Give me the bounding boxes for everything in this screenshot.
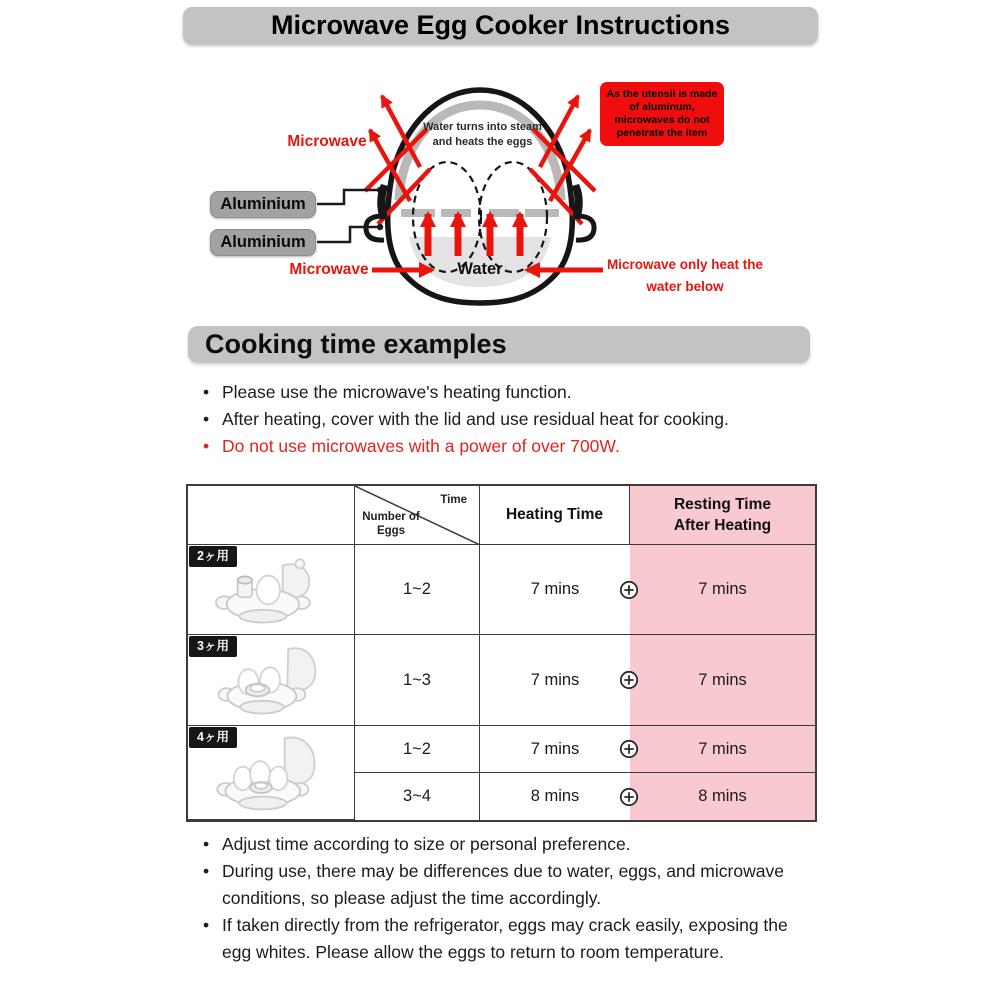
- resting-time-row3a: 7 mins: [630, 726, 815, 773]
- aluminum-warning-note: As the utensil is made of aluminum, microwaves do not penetrate the item: [600, 82, 724, 146]
- corner-time-label: Time: [440, 494, 467, 506]
- note-refrigerator: • If taken directly from the refrigerator, eggs may crack easily, exposing the egg whites. Please allow the eggs to return to room temperature.: [201, 912, 813, 966]
- eggs-count-row3a: 1~2: [355, 726, 480, 773]
- heating-time-row3a: 7 mins: [480, 726, 630, 773]
- eggs-count-row3b: 3~4: [355, 773, 480, 820]
- heating-time-row2: 7 mins: [480, 635, 630, 726]
- product-cell-4: [188, 726, 355, 820]
- steam-note: Water turns into steam and heats the eggs: [423, 121, 542, 148]
- usage-notes-bottom: [201, 831, 813, 966]
- egg-cooker-diagram: [180, 70, 820, 320]
- resting-time-row2: 7 mins: [630, 635, 815, 726]
- badge-3-eggs: 3ヶ用: [189, 636, 237, 657]
- water-only-note: Microwave only heat the water below: [606, 257, 764, 294]
- note-residual-heat: • After heating, cover with the lid and use residual heat for cooking.: [201, 406, 819, 433]
- corner-eggs-label: Number of Eggs: [362, 511, 420, 537]
- product-cell-3: [188, 635, 355, 726]
- header-product-cell: [188, 486, 355, 545]
- heating-time-row1: 7 mins: [480, 545, 630, 635]
- latch-left: [366, 184, 388, 240]
- latch-right: [572, 184, 594, 240]
- resting-time-row1: 7 mins: [630, 545, 815, 635]
- badge-2-eggs: 2ヶ用: [189, 546, 237, 567]
- cooking-time-table: [186, 484, 817, 822]
- note-adjust-time: • Adjust time according to size or personal preference.: [201, 831, 813, 858]
- water-label: Water: [457, 260, 503, 278]
- plus-icon: [619, 787, 639, 807]
- usage-notes-top: [201, 379, 819, 460]
- section-heading: Cooking time examples: [188, 326, 810, 363]
- microwave-label-bottom: Microwave: [289, 261, 369, 278]
- product-cell-2: [188, 545, 355, 635]
- note-power-warning: • Do not use microwaves with a power of over 700W.: [201, 433, 819, 460]
- eggs-count-row1: 1~2: [355, 545, 480, 635]
- microwave-label-top: Microwave: [287, 133, 367, 150]
- header-resting-time: Resting Time After Heating: [630, 486, 815, 545]
- header-corner-cell: [355, 486, 480, 545]
- plus-icon: [619, 739, 639, 759]
- header-heating-time: Heating Time: [480, 486, 630, 545]
- note-conditions: • During use, there may be differences due to water, eggs, and microwave conditions, so please adjust the time accordingly.: [201, 858, 813, 912]
- aluminium-connector-1: [317, 190, 379, 204]
- plus-icon: [619, 670, 639, 690]
- page-title: Microwave Egg Cooker Instructions: [183, 7, 818, 44]
- eggs-count-row2: 1~3: [355, 635, 480, 726]
- resting-time-row3b: 8 mins: [630, 773, 815, 820]
- badge-4-eggs: 4ヶ用: [189, 727, 237, 748]
- heating-time-row3b: 8 mins: [480, 773, 630, 820]
- note-heating-function: • Please use the microwave's heating function.: [201, 379, 819, 406]
- aluminium-label-2: Aluminium: [210, 229, 316, 256]
- plus-icon: [619, 580, 639, 600]
- aluminium-label-1: Aluminium: [210, 191, 316, 218]
